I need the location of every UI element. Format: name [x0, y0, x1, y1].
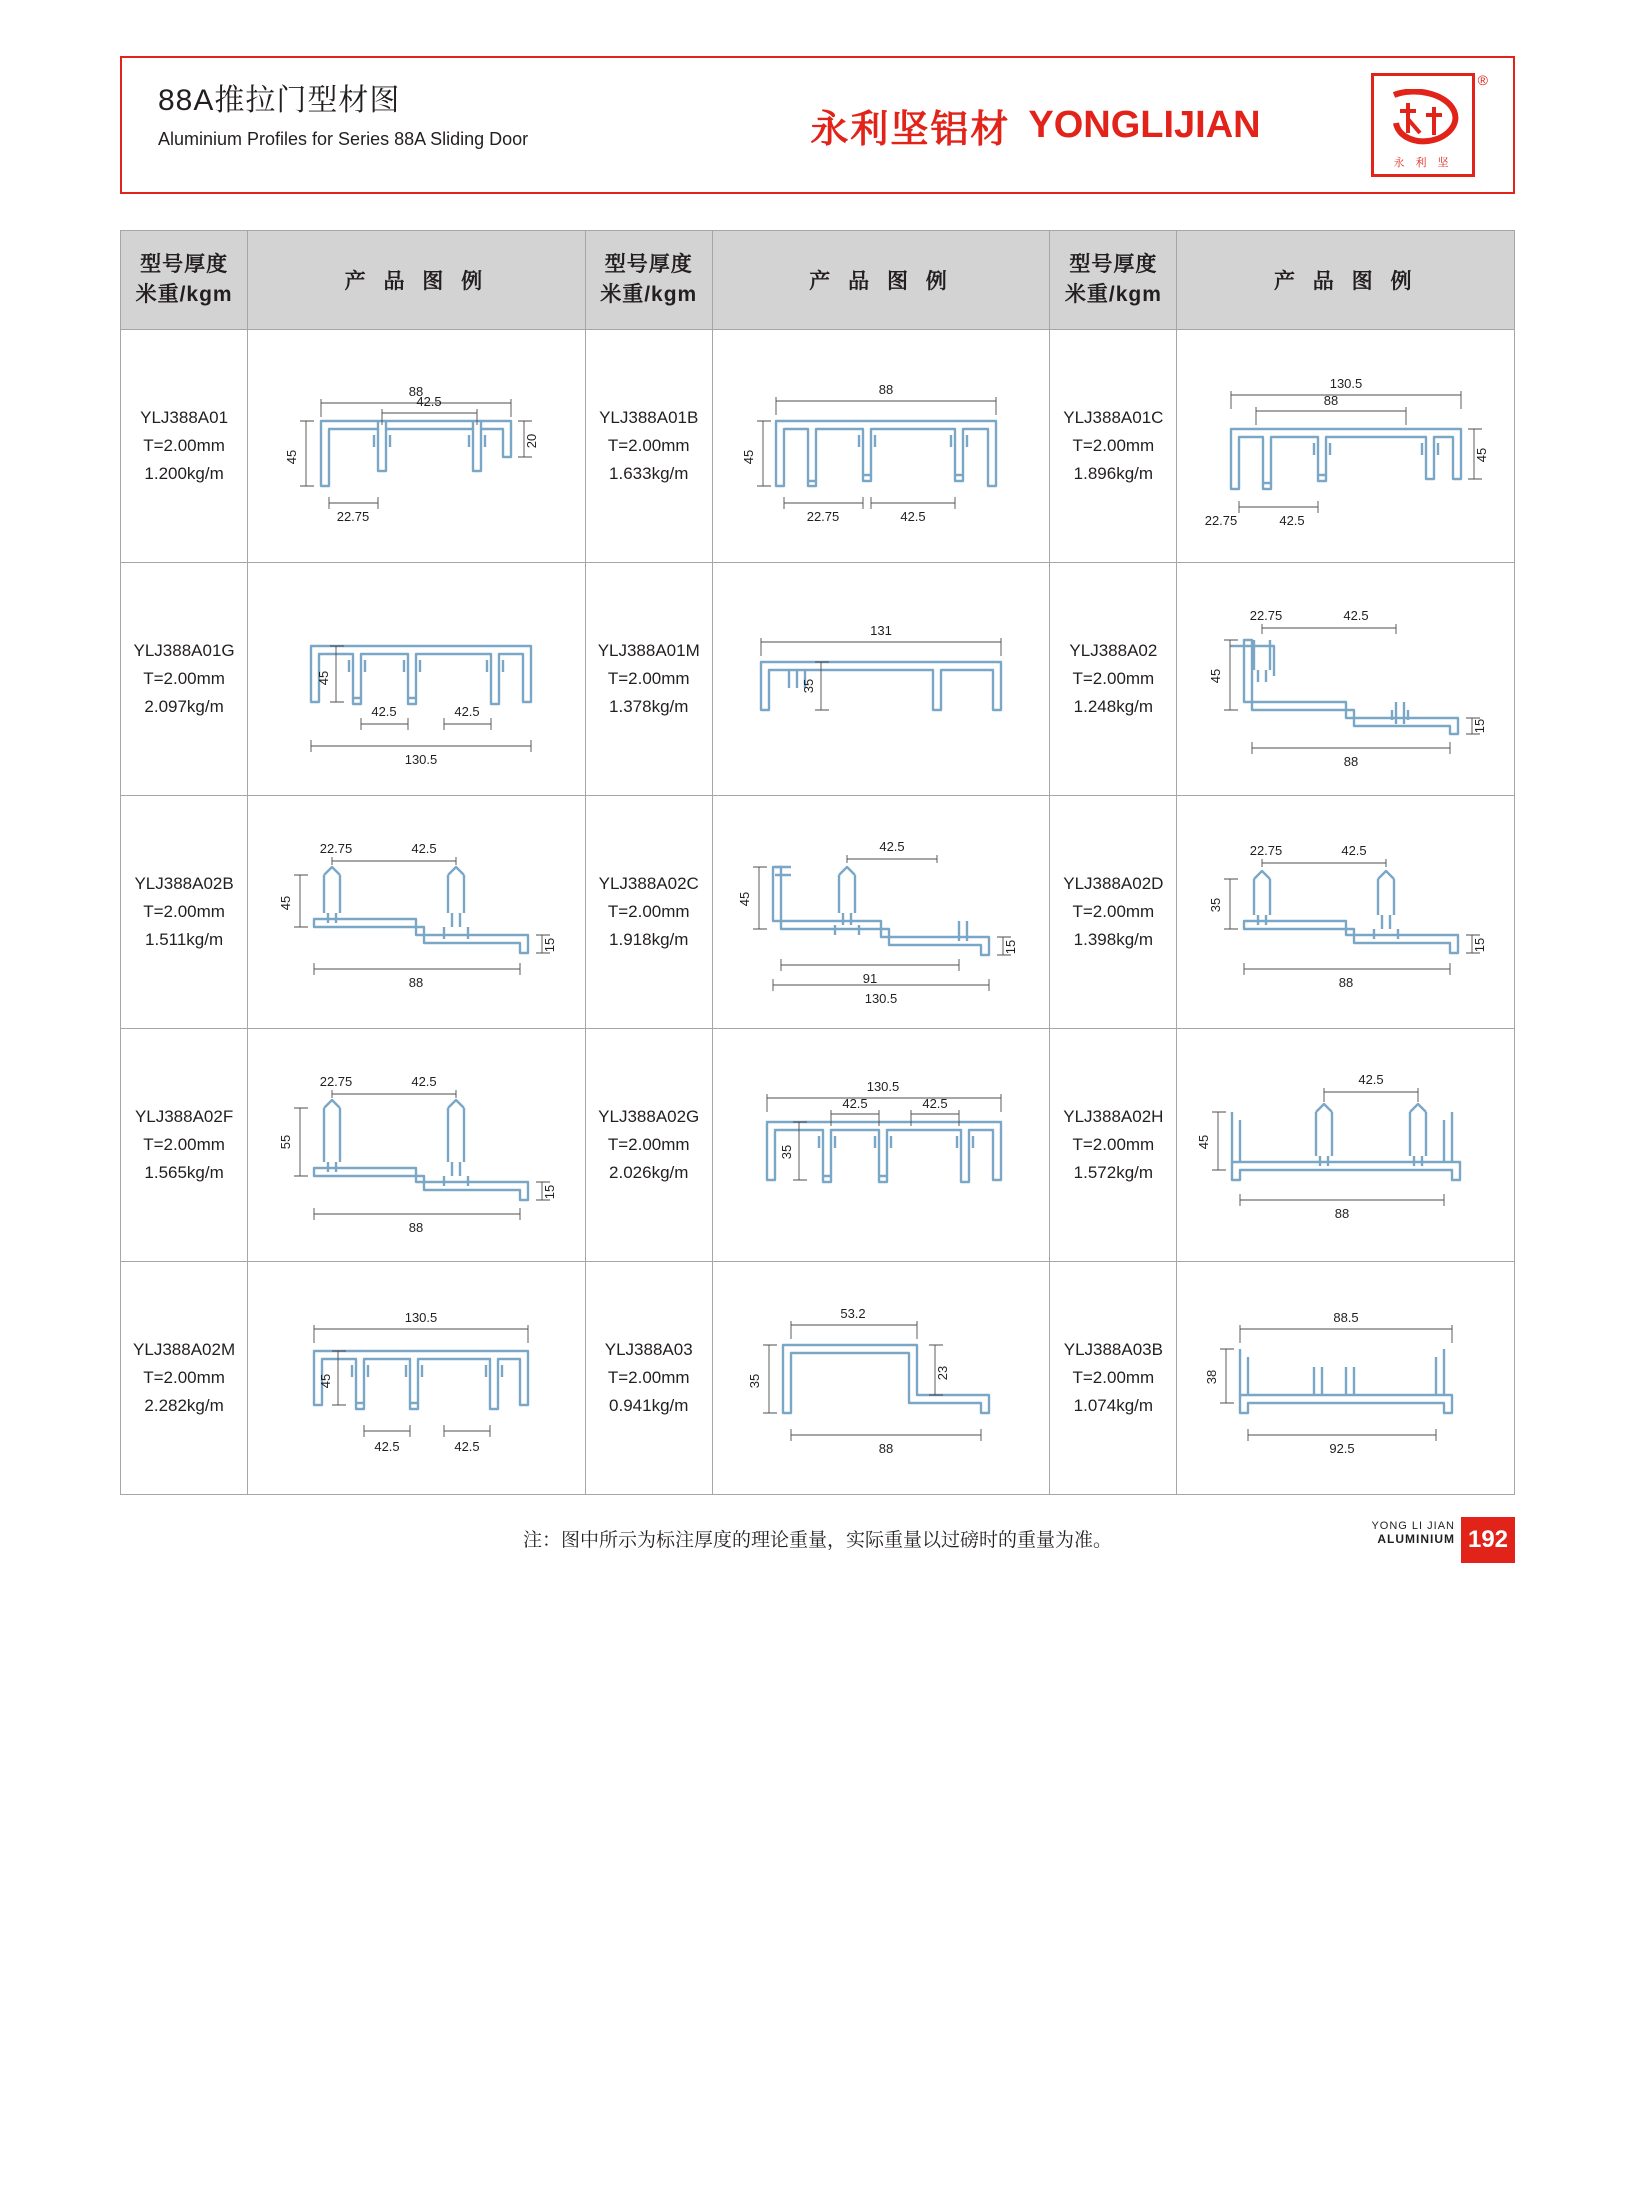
- dim-label: 45: [737, 891, 753, 907]
- dim-label: 42.5: [416, 394, 443, 409]
- table-row: [121, 1029, 1515, 1262]
- footer-note: 注：图中所示为标注厚度的理论重量，实际重量以过磅时的重量为准。: [522, 1530, 1112, 1551]
- profile-weight: 1.633kg/m: [609, 464, 689, 484]
- dim-label: 88: [1334, 1206, 1349, 1221]
- profile-figure: [1177, 1262, 1515, 1495]
- page-tag-brand: [1365, 1517, 1461, 1563]
- dim-label: 42.5: [922, 1096, 948, 1111]
- page-tag-line1: YONG LI JIAN: [1371, 1520, 1455, 1532]
- dim-label: 92.5: [1329, 1441, 1355, 1456]
- profile-spec: [585, 1029, 712, 1262]
- profile-spec: [585, 330, 712, 563]
- profiles-table: [120, 230, 1515, 1495]
- header-spec-line1: 型号厚度: [140, 252, 229, 276]
- header-spec-line1: 型号厚度: [1069, 252, 1158, 276]
- profile-thickness: T=2.00mm: [143, 1134, 225, 1154]
- profile-spec: [585, 563, 712, 796]
- header-spec-1: [121, 231, 248, 330]
- profile-model: YLJ388A02G: [598, 1106, 700, 1126]
- dim-label: 88: [878, 1441, 894, 1456]
- dim-label: 130.5: [405, 752, 438, 767]
- dim-label: 130.5: [1329, 376, 1362, 391]
- profile-weight: 1.200kg/m: [144, 464, 224, 484]
- header-spec-line2: 米重/kgm: [600, 283, 698, 306]
- page-title: 88A推拉门型材图: [158, 84, 401, 117]
- profile-model: YLJ388A01B: [599, 407, 699, 427]
- dim-label: 42.5: [411, 841, 438, 856]
- profile-weight: 1.074kg/m: [1073, 1396, 1154, 1416]
- dim-label: 88.5: [1333, 1310, 1359, 1325]
- profile-model: YLJ388A02: [1069, 640, 1158, 660]
- dim-label: 45: [741, 449, 757, 465]
- table-row: [121, 330, 1515, 563]
- dim-label: 42.5: [1341, 843, 1367, 858]
- profile-spec: [585, 1262, 712, 1495]
- table-header-row: [121, 231, 1515, 330]
- dim-label: 35: [779, 1144, 795, 1160]
- profile-thickness: T=2.00mm: [607, 668, 690, 688]
- dim-label: 22.75: [1249, 843, 1282, 858]
- profile-thickness: T=2.00mm: [607, 1134, 690, 1154]
- dim-label: 42.5: [454, 704, 481, 719]
- profile-model: YLJ388A03B: [1063, 1339, 1163, 1359]
- table-row: [121, 563, 1515, 796]
- dim-label: 38: [1203, 1369, 1219, 1385]
- profile-thickness: T=2.00mm: [607, 901, 690, 921]
- profile-figure: [1177, 1029, 1515, 1262]
- profile-model: YLJ388A01C: [1063, 407, 1164, 427]
- header-title-block: [122, 58, 778, 192]
- profile-model: YLJ388A02F: [134, 1106, 234, 1126]
- dim-label: 35: [747, 1373, 763, 1389]
- profile-figure: [1177, 796, 1515, 1029]
- registered-trademark-icon: ®: [1477, 72, 1488, 88]
- dim-label: 42.5: [879, 839, 905, 854]
- dim-label: 91: [862, 971, 878, 986]
- dim-label: 15: [1471, 937, 1487, 953]
- profile-figure: [712, 796, 1049, 1029]
- dim-label: 22.75: [806, 509, 840, 524]
- profile-figure: [712, 330, 1049, 563]
- profile-figure: [248, 1029, 585, 1262]
- dim-label: 15: [542, 1184, 558, 1200]
- dim-label: 45: [318, 1373, 334, 1389]
- profile-spec: [1050, 1029, 1177, 1262]
- brand-name-cn: 永利坚铝材: [810, 108, 1011, 151]
- dim-label: 22.75: [320, 1074, 353, 1089]
- dim-label: 88: [409, 1220, 424, 1235]
- dim-label: 23: [935, 1365, 951, 1381]
- dim-label: 42.5: [900, 509, 926, 524]
- profile-thickness: T=2.00mm: [1072, 668, 1155, 688]
- profile-model: YLJ388A02C: [598, 873, 699, 893]
- dim-label: 45: [316, 670, 332, 686]
- profile-weight: 1.918kg/m: [609, 930, 689, 950]
- dim-label: 42.5: [454, 1439, 481, 1454]
- dim-label: 42.5: [1343, 608, 1369, 623]
- profile-spec: [585, 796, 712, 1029]
- dim-label: 22.75: [337, 509, 370, 524]
- dim-label: 35: [801, 678, 817, 694]
- profile-model: YLJ388A02B: [134, 873, 234, 893]
- dim-label: 88: [409, 384, 424, 399]
- dim-label: 130.5: [864, 991, 898, 1006]
- dim-label: 15: [1003, 939, 1019, 955]
- dim-label: 45: [284, 449, 300, 465]
- profile-thickness: T=2.00mm: [143, 1367, 225, 1387]
- profile-spec: [1050, 796, 1177, 1029]
- dim-label: 45: [1195, 1134, 1211, 1150]
- profile-thickness: T=2.00mm: [1072, 435, 1155, 455]
- dim-label: 15: [1471, 718, 1487, 734]
- profile-figure: [1177, 330, 1515, 563]
- dim-label: 88: [1323, 393, 1338, 408]
- dim-label: 42.5: [1358, 1072, 1384, 1087]
- profile-model: YLJ388A01G: [133, 640, 235, 660]
- profile-figure: [248, 330, 585, 563]
- dim-label: 88: [1343, 754, 1358, 769]
- brand-name-en: YONGLIJIAN: [1028, 103, 1261, 146]
- dim-label: 42.5: [371, 704, 398, 719]
- dim-label: 55: [278, 1134, 294, 1150]
- dim-label: 88: [409, 975, 424, 990]
- profile-figure: [712, 1029, 1049, 1262]
- header-spec-line1: 型号厚度: [604, 252, 693, 276]
- header-spec-3: [1050, 231, 1177, 330]
- profile-weight: 2.097kg/m: [144, 697, 224, 717]
- page-header: [120, 56, 1515, 194]
- logo-subtext: 永 利 坚: [1393, 157, 1453, 169]
- profile-model: YLJ388A01: [140, 407, 229, 427]
- page-tag-line2: ALUMINIUM: [1377, 1531, 1455, 1546]
- profile-weight: 1.398kg/m: [1073, 930, 1154, 950]
- logo-mark-icon: [1384, 89, 1462, 153]
- dim-label: 22.75: [1204, 513, 1237, 528]
- page-footer: [120, 1517, 1515, 1577]
- profile-spec: [121, 1029, 248, 1262]
- profile-weight: 1.572kg/m: [1073, 1163, 1154, 1183]
- dim-label: 88: [878, 382, 894, 397]
- header-figure-3: 产 品 图 例: [1177, 231, 1515, 330]
- profile-thickness: T=2.00mm: [1072, 901, 1155, 921]
- profile-spec: [121, 796, 248, 1029]
- dim-label: 130.5: [866, 1079, 900, 1094]
- page-tag: [1365, 1517, 1515, 1563]
- profile-spec: [1050, 1262, 1177, 1495]
- profile-figure: [712, 563, 1049, 796]
- header-figure-2: 产 品 图 例: [712, 231, 1049, 330]
- profile-weight: 1.896kg/m: [1073, 464, 1154, 484]
- profile-spec: [121, 1262, 248, 1495]
- profile-thickness: T=2.00mm: [607, 1367, 690, 1387]
- dim-label: 35: [1207, 897, 1223, 913]
- profile-spec: [1050, 563, 1177, 796]
- profile-model: YLJ388A03: [604, 1339, 693, 1359]
- profile-figure: [712, 1262, 1049, 1495]
- profile-thickness: T=2.00mm: [607, 435, 690, 455]
- dim-label: 22.75: [1249, 608, 1282, 623]
- profile-figure: [248, 563, 585, 796]
- dim-label: 42.5: [411, 1074, 438, 1089]
- profile-spec: [1050, 330, 1177, 563]
- header-spec-line2: 米重/kgm: [1064, 283, 1162, 306]
- dim-label: 42.5: [374, 1439, 401, 1454]
- dim-label: 130.5: [405, 1310, 438, 1325]
- dim-label: 131: [870, 623, 892, 638]
- profile-weight: 1.248kg/m: [1073, 697, 1154, 717]
- dim-label: 42.5: [1279, 513, 1305, 528]
- profile-figure: [1177, 563, 1515, 796]
- page-number: 192: [1461, 1517, 1515, 1563]
- page-subtitle: Aluminium Profiles for Series 88A Sliding Door: [158, 128, 529, 149]
- dim-label: 15: [542, 937, 558, 953]
- header-figure-1: 产 品 图 例: [248, 231, 585, 330]
- profile-spec: [121, 563, 248, 796]
- profile-weight: 2.282kg/m: [144, 1396, 224, 1416]
- profile-model: YLJ388A02M: [133, 1339, 236, 1359]
- profile-figure: [248, 1262, 585, 1495]
- dim-label: 45: [1207, 668, 1223, 684]
- profile-spec: [121, 330, 248, 563]
- dim-label: 53.2: [840, 1306, 866, 1321]
- dim-label: 45: [278, 895, 294, 911]
- profile-weight: 2.026kg/m: [609, 1163, 689, 1183]
- profile-model: YLJ388A02H: [1063, 1106, 1164, 1126]
- profile-thickness: T=2.00mm: [143, 435, 225, 455]
- brand-block: [778, 58, 1333, 192]
- logo-block: [1333, 58, 1513, 192]
- header-spec-line2: 米重/kgm: [135, 283, 233, 306]
- table-row: [121, 1262, 1515, 1495]
- profile-model: YLJ388A02D: [1063, 873, 1164, 893]
- profile-weight: 1.378kg/m: [609, 697, 689, 717]
- header-spec-2: [585, 231, 712, 330]
- profile-thickness: T=2.00mm: [1072, 1367, 1155, 1387]
- profile-weight: 1.511kg/m: [145, 930, 224, 950]
- dim-label: 22.75: [320, 841, 353, 856]
- profile-thickness: T=2.00mm: [143, 668, 225, 688]
- profile-weight: 1.565kg/m: [144, 1163, 224, 1183]
- profile-thickness: T=2.00mm: [1072, 1134, 1155, 1154]
- dim-label: 20: [524, 433, 540, 449]
- profile-model: YLJ388A01M: [597, 640, 700, 660]
- company-logo: [1371, 72, 1488, 177]
- profile-weight: 0.941kg/m: [609, 1396, 689, 1416]
- dim-label: 45: [1473, 447, 1489, 463]
- dim-label: 42.5: [842, 1096, 868, 1111]
- profile-thickness: T=2.00mm: [143, 901, 225, 921]
- dim-label: 88: [1338, 975, 1353, 990]
- profile-figure: [248, 796, 585, 1029]
- table-row: [121, 796, 1515, 1029]
